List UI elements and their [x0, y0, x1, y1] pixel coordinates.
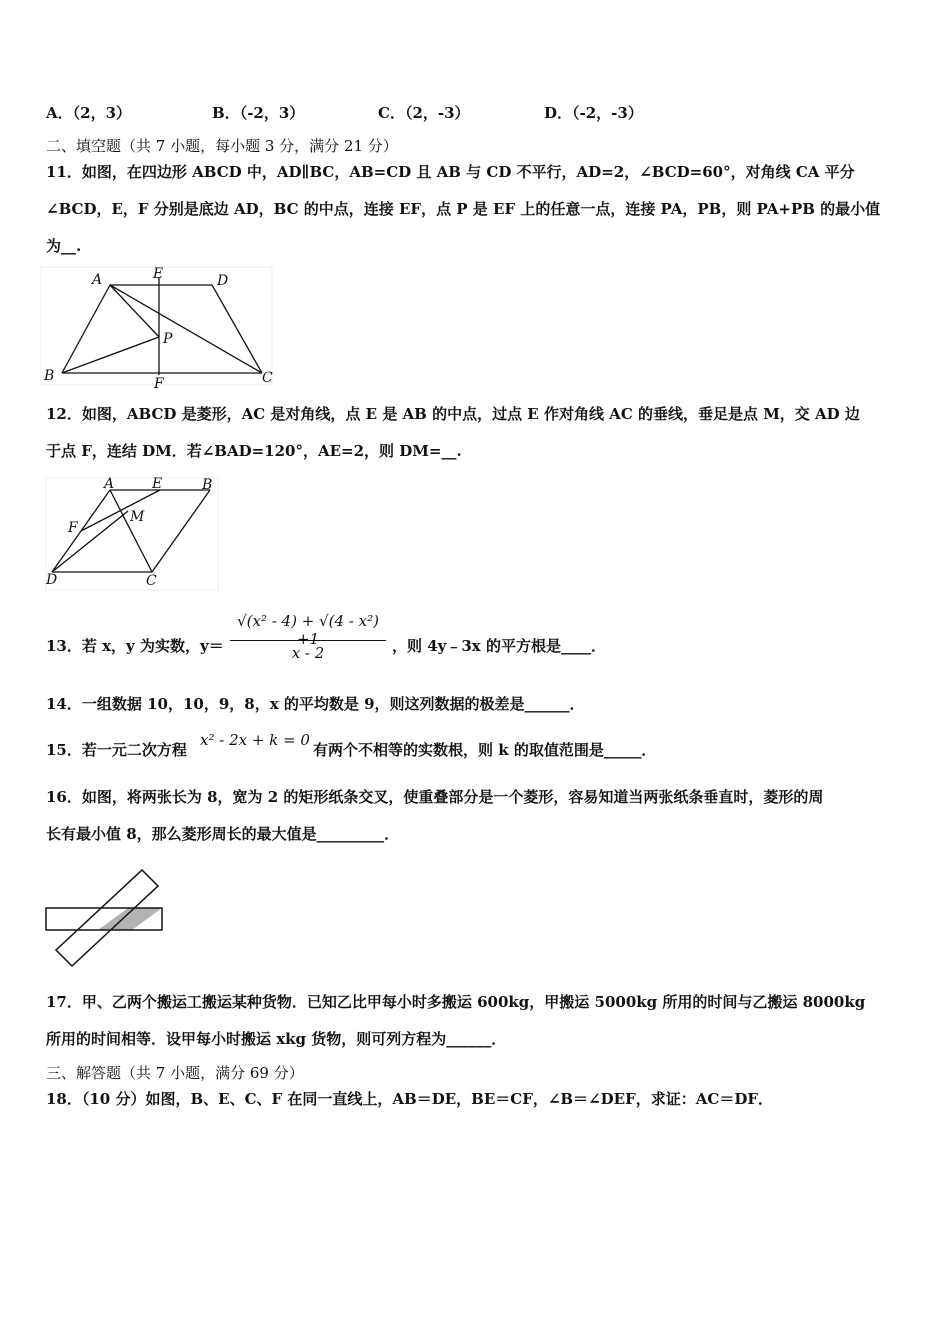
q11-line-3: 为__. — [46, 237, 82, 255]
q13-suffix: ，则 4y﹣3x 的平方根是____． — [392, 637, 606, 655]
q16-line-2: 长有最小值 8，那么菱形周长的最大值是_________． — [46, 825, 400, 843]
segment-ac — [110, 490, 152, 572]
label-m: M — [130, 509, 145, 525]
label-d: D — [46, 572, 58, 588]
option-c: C．（2，-3） — [378, 104, 470, 122]
label-b: B — [202, 477, 213, 493]
segment-ac — [110, 285, 262, 373]
segment-ab — [62, 285, 110, 373]
q13-numerator: √(x² - 4) + √(4 - x²) +1 — [237, 612, 379, 648]
label-f: F — [68, 520, 78, 536]
segment-ef — [81, 490, 160, 531]
q17-line-2: 所用的时间相等．设甲每小时搬运 xkg 货物，则可列方程为______． — [46, 1030, 507, 1048]
q14-text: 14．一组数据 10，10，9，8，x 的平均数是 9，则这列数据的极差是______． — [46, 695, 585, 713]
fraction-bar — [230, 640, 386, 641]
label-d: D — [217, 273, 229, 289]
segment-bc — [152, 490, 210, 572]
q11-line-2: ∠BCD，E，F 分别是底边 AD，BC 的中点，连接 EF，点 P 是 EF 上的任意一点，连接 PA，PB，则 PA+PB 的最小值 — [46, 200, 881, 218]
label-a: A — [104, 476, 115, 492]
q15-prefix: 15．若一元二次方程 — [46, 741, 187, 759]
segment-dm — [52, 511, 128, 572]
q16-figure — [40, 862, 170, 972]
option-b: B．（-2，3） — [212, 104, 305, 122]
label-p: P — [163, 331, 173, 347]
q13-denominator: x - 2 — [291, 644, 325, 662]
q12-line-2: 于点 F，连结 DM．若∠BAD=120°，AE=2，则 DM=__. — [46, 442, 462, 460]
q15-suffix: 有两个不相等的实数根，则 k 的取值范围是_____． — [313, 741, 657, 759]
q18-text: 18．（10 分）如图，B、E、C、F 在同一直线上，AB＝DE，BE＝CF，∠B＝∠DEF，求证：AC＝DF． — [46, 1090, 773, 1108]
label-c: C — [262, 370, 273, 386]
q11-figure — [40, 265, 280, 390]
q15-equation: x² - 2x + k = 0 — [200, 731, 310, 749]
label-e: E — [152, 476, 163, 492]
label-f: F — [154, 376, 164, 390]
q16-line-1: 16．如图，将两张长为 8，宽为 2 的矩形纸条交叉，使重叠部分是一个菱形，容易知道当两张纸条垂直时，菱形的周 — [46, 788, 824, 806]
option-a: A．（2，3） — [46, 104, 132, 122]
section-2-title: 二、填空题（共 7 小题，每小题 3 分，满分 21 分） — [46, 137, 398, 155]
label-a: A — [92, 272, 103, 288]
q12-figure — [44, 476, 222, 592]
label-b: B — [44, 368, 55, 384]
q17-line-1: 17．甲、乙两个搬运工搬运某种货物．已知乙比甲每小时多搬运 600kg，甲搬运 5000kg 所用的时间与乙搬运 8000kg — [46, 993, 866, 1011]
section-3-title: 三、解答题（共 7 小题，满分 69 分） — [46, 1064, 304, 1082]
segment-cd — [212, 285, 262, 373]
segment-pa — [110, 285, 159, 337]
label-c: C — [146, 573, 157, 589]
segment-pb — [62, 337, 159, 373]
label-e: E — [153, 266, 164, 282]
q13-prefix: 13．若 x，y 为实数，y＝ — [46, 637, 224, 655]
q11-line-1: 11．如图，在四边形 ABCD 中，AD∥BC，AB=CD 且 AB 与 CD 不平行，AD=2，∠BCD=60°，对角线 CA 平分 — [46, 163, 855, 181]
q12-line-1: 12．如图，ABCD 是菱形，AC 是对角线，点 E 是 AB 的中点，过点 E 作对角线 AC 的垂线，垂足是点 M，交 AD 边 — [46, 405, 860, 423]
option-d: D．（-2，-3） — [544, 104, 643, 122]
